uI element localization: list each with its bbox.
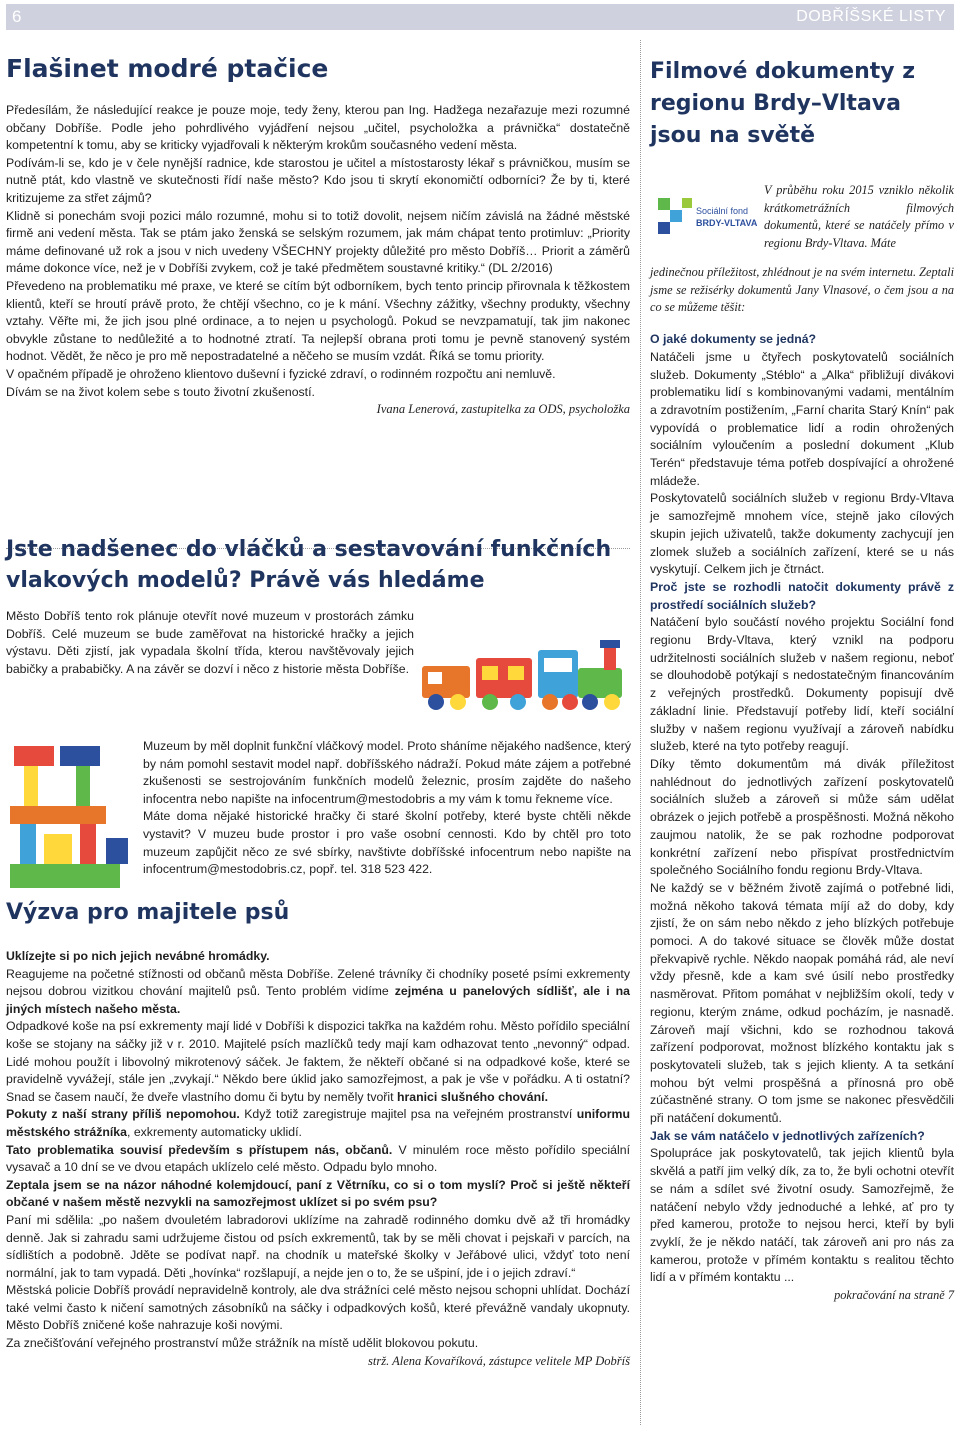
social-fund-logo xyxy=(654,190,758,248)
answer: Díky těmto dokumentům má divák příležitost nahlédnout do jednotlivých zařízení poskytovatelů sociálních služeb a zároveň si může sám udělat obrázek o jejich potřebě a prospěšnosti. Možná někoho zaujmou natolik, že se pak rozhodne podporovat konkrétní zařízení nebo přispívat prostřednictvím společného Sociálního fondu regionu Brdy-Vltava. xyxy=(650,756,954,878)
paragraph: Město Dobříš tento rok plánuje otevřít nové muzeum v prostorách zámku Dobříš. Celé muzeum se bude zaměřovat na historické hračky a jejich výstavu. Děti zjistí, jak vypadala školní třída, kterou navštěvovaly jejich babičky a prababičky. A na závěr se dozví i něco z historie města Dobříše. xyxy=(6,609,414,676)
bold-text: hranici slušného chování. xyxy=(396,1089,548,1104)
article-title-vlacky: Jste nadšenec do vláčků a sestavování funkčních vlakových modelů? Právě vás hledáme xyxy=(6,537,612,593)
paragraph: Předesílám, že následující reakce je pouze moje, tedy ženy, kterou pan Ing. Hadžega nezařazuje mezi rozumné občany Dobříše. Podle jeho pohrdlivého vyjádření nejsou „učitel, psycholožka a právnička“ dostatečně kompetentní k tomu, aby se kriticky vyjadřovali k některým krokům současného vedení města. xyxy=(6,103,630,153)
answer: Spolupráce jak poskytovatelů, tak jejich klientů byla skvělá a patří jim velký dík, za to, že byli ochotni otevřít se nám a sdílet své životní osudy. Samozřejmě, že natáčení nebylo vždy jednoduché a lehké, ať pro ty před kamerou, protože to nejsou herci, kteří by byli zvyklí, že je někdo natáčí, tak zároveň ani pro nás za kamerou, protože v přímém kontaktu s realitou těchto lidí a v přímém kontaktu ... xyxy=(650,1146,954,1285)
logo-row xyxy=(650,182,954,264)
article-body-vlacky xyxy=(143,738,631,879)
building-blocks-image xyxy=(10,742,134,892)
article-intro-vlacky xyxy=(6,608,414,678)
paragraph: Klidně si ponechám svoji pozici málo rozumné, mohu si to totiž dovolit, nejsem ničím závislá na žádné městské firmě ani vedení města. Tak se ptám jako ženská se selským rozumem, jak mám chápat tento protimluv: „Priority máme definované už rok a jsou v nich uvedeny VŠECHNY projekty důležité pro město Dobříš… Priorit a záměrů máme dokonce více, než je v Dobříši zvykem, což je také předmětem soustavné kritiky.“ (DL 2/2016) xyxy=(6,208,630,276)
question: Jak se vám natáčelo v jednotlivých zařízeních? xyxy=(650,1128,925,1143)
intro-italic: V průběhu roku 2015 vzniklo několik krátkometrážních filmových dokumentů, které se natáčely přímo v regionu Brdy-Vltava. Máte xyxy=(764,183,954,251)
logo-text-1: Sociální fond xyxy=(696,206,749,216)
signature: Ivana Lenerová, zastupitelka za ODS, psycholožka xyxy=(376,402,630,417)
right-column xyxy=(650,30,954,1305)
bold-text: uniformu městského strážníka xyxy=(6,1107,630,1139)
question: Proč jste se rozhodli natočit dokumenty právě z prostředí sociálních služeb? xyxy=(650,579,954,612)
text: Když totiž zaregistruje majitel psa na veřejném prostranství xyxy=(239,1107,577,1122)
paragraph: V opačném případě je ohroženo klientovo duševní i fyzické zdraví, o rodinném rozpočtu ani nemluvě. xyxy=(6,366,556,381)
answer: Poskytovatelů sociálních služeb v regionu Brdy-Vltava je samozřejmě mnohem více, stejně jako cílových skupin jejich uživatelů, takže dokumenty zachycují jen zlomek služeb a sociálních zařízení, které se u nás vyskytují. Celkem jich je čtrnáct. xyxy=(650,491,954,577)
paragraph: Za znečišťování veřejného prostranství může strážník na místě udělit blokovou pokutu. xyxy=(6,1336,479,1351)
text: Reagujeme na početné stížnosti od občanů města Dobříše. Zelené trávníky či chodníky poseté psími exkrementy nejsou dobrou vizitkou chování majitelů psů. Tento problém vidíme xyxy=(6,966,630,999)
text: Odpadkové koše na psí exkrementy mají lidé v Dobříši k dispozici takřka na každém rohu. Město pořídilo speciální koše se stojany na sáčky již v r. 2010. Majitelé psích mazlíčků tedy mají kam odhazovat tento „nevonný“ odpad. Lidé mohou použít i libovolný mikrotenový sáček. Je faktem, že někteří občané si na odpadkové koše, které se pravidelně vyvážejí, stále jen „zvykají.“ Někdo bere úklid jako samozřejmost, a pak je vše v pořádku. A ti ostatní? Snad se časem naučí, že dveře vlastního domu či bytu by neměly tvořit xyxy=(6,1019,630,1104)
bold-text: zejména u panelových sídlišť, ale i na jiných místech našeho města. xyxy=(6,984,630,1016)
intro-italic-cont: jedinečnou příležitost, zhlédnout je na svém internetu. Zeptali jsme se režisérky dokumentů Jany Vlnasové, o čem jsou a na co se můžeme těšit: xyxy=(650,265,954,315)
bold-text: Tato problematika souvisí především s přístupem nás, občanů. xyxy=(6,1142,393,1157)
question: O jaké dokumenty se jedná? xyxy=(650,332,817,347)
newspaper-title: DOBŘÍŠSKÉ LISTY xyxy=(796,8,946,25)
page-header xyxy=(6,4,954,30)
paragraph: Máte doma nějaké historické hračky či staré školní potřeby, které byste chtěli někde vystavit? V muzeu bude prostor i pro vaše osobní cennosti. Kdo by chtěl pro toto muzeum zapůjčit něco ze své sbírky, navštivte dobříšské infocentrum nebo napište na infocentrum@mestodobris.cz, popř. tel. 318 523 422. xyxy=(143,809,631,877)
lead: Uklízejte si po nich jejich nevábné hromádky. xyxy=(6,949,270,963)
paragraph: Městská policie Dobříš provádí nepravidelně kontroly, ale dva strážníci celé město nejsou schopni uhlídat. Dochází také velmi často k ničení samotných zásobníků na sáčky i odpadkových košů, které převážně vandaly ukopnuty. Město Dobříš zničené koše nahrazuje koši novými. xyxy=(6,1283,630,1333)
column-separator xyxy=(640,40,641,1425)
paragraph: Muzeum by měl doplnit funkční vláčkový model. Proto sháníme nějakého nadšence, který by nám pomohl sestavit model např. dobříšského nádraží. Pokud máte zájem a potřebné zkušenosti se sestrojováním funkčních modelů železnic, prosím zajděte do našeho infocentra nebo napište na infocentrum@mestodobris a my vám k tomu řekneme více. xyxy=(143,739,631,806)
toy-train-image xyxy=(420,628,632,720)
article-body-vyzva xyxy=(6,948,630,1370)
bold-text: Zeptala jsem se na názor náhodné kolemjdoucí, paní z Větrníku, co si o tom myslí? Proč si ještě někteří občané v našem městě nezvykli na samozřejmost uklízet si po svém psu? xyxy=(6,1177,630,1210)
article-body-flasinet xyxy=(6,102,630,419)
answer: Natáčení bylo součástí nového projektu Sociální fond regionu Brdy-Vltava, který vznikl na podporu udržitelnosti sociálních služeb v našem regionu, neboť se dlouhodobě potýkají s nedostatečným financováním z veřejných prostředků. Dokumenty popisují dvě základní linie. Představují potřeby lidí, kteří sociální služby v našem regionu využívají a zároveň nabídku služeb, které na tyto potřeby reagují. xyxy=(650,615,954,754)
article-title-film: Filmové dokumenty z regionu Brdy–Vltava jsou na světě xyxy=(650,59,916,148)
paragraph: Převedeno na problematiku mé praxe, ve které se cítím být odborníkem, bych tento princip přirovnala k těžkostem klientů, kteří se hroutí právě proto, že chtějí všechno, co je k mání. Všechny zážitky, všechny produkty, všechny vztahy. Věřte mi, že jich jsou plné ordinace, a to nejen u psychologů. Pokud se nevzpamatují, tak jim nakonec obvykle zůstane to nedůležité a to hodnotné ztratí. Ta nejlepší obrana proti tomu je pevně stanovený systém hodnot. Vědět, že něco je pro mě nepostradatelné a něčeho se musím vzdát. Říká se tomu priority. xyxy=(6,278,630,364)
signature: strž. Alena Kovaříková, zástupce velitele MP Dobříš xyxy=(368,1353,630,1368)
paragraph: Podívám-li se, kdo je v čele nynější radnice, kde starostou je učitel a místostarosty lékař s právničkou, musím se nutně ptát, kdo vlastně ve skutečnosti řídí naše město? Kdo jsou ti skrytí ekonomičtí odborníci? Že by ti, které kritizujeme za střet zájmů? xyxy=(6,155,630,205)
paragraph: Paní mi sdělila: „po našem dvouletém labradorovi uklízíme na zahradě rodinného domku dvě až tři hromádky denně. Jak si zahradu sami udržujeme čistou od psích exkrementů, tak by se měli chovat i pejskaři v parcích, na sídlištích a podobně. Jděte se podívat např. na chodník u mateřské školky v Jeřábové ulici, vždyť toto není normální, jak to tam vypadá. Děti „hovínka“ rozšlapují, a nejde jen o to, že se ušpiní, jde i o jejich zdraví.“ xyxy=(6,1212,630,1280)
answer: Natáčeli jsme u čtyřech poskytovatelů sociálních služeb. Dokumenty „Stéblo“ a „Alka“ přibližují divákovi problematiku lidí s kombinovanými vadami, mentálním a zdravotním postižením, „Farní charita Starý Knín“ pak vypovídá o problematice lidí a rodin ohrožených sociálním vyloučením a poslední dokument „Klub Terén“ představuje téma potřeb dospívající a ohrožené mládeže. xyxy=(650,349,954,488)
article-title-flasinet: Flašinet modré ptačice xyxy=(6,54,329,83)
article-title-vyzva: Výzva pro majitele psů xyxy=(6,900,290,925)
text: , exkrementy automaticky uklidí. xyxy=(126,1124,302,1139)
text: V minulém roce město pořídilo speciální vysavač a 10 dní se ve dvou etapách uklízelo celé město. Odpadu bylo mnoho. xyxy=(6,1142,630,1175)
bold-text: Pokuty z naší strany příliš nepomohou. xyxy=(6,1107,240,1122)
answer: Ne každý se v běžném životě zajímá o potřebné lidi, možná někoho taková témata míjí až do doby, kdy zjistí, že on sám nebo někdo z jeho blízkých potřebuje pomoci. A do takové situace se člověk může dostat překvapivě rychle. Někdo naopak pomáhá rád, ale neví vždy přesně, kde a kam své úsilí nebo prostředky nasměrovat. Přitom pomáhat v nejbližším okolí, tedy v regionu, kterým známe, odkud pocházím, je nasnadě. Zároveň mají všichni, kdo se rozhodnou taková zařízení podporovat, možnost blízkého kontaktu jak s poskytovateli služeb, tak s jejich klienty. A ta setkání mohou být velmi prospěšná a přínosná pro obě zúčastněné strany. O tom jsme se nakonec přesvědčili při natáčení dokumentů. xyxy=(650,880,954,1126)
page-number: 6 xyxy=(12,7,22,26)
continued-note: pokračování na straně 7 xyxy=(834,1288,954,1303)
paragraph: Dívám se na život kolem sebe s touto životní zkušeností. xyxy=(6,384,315,399)
logo-text-2: BRDY-VLTAVA xyxy=(696,218,758,228)
